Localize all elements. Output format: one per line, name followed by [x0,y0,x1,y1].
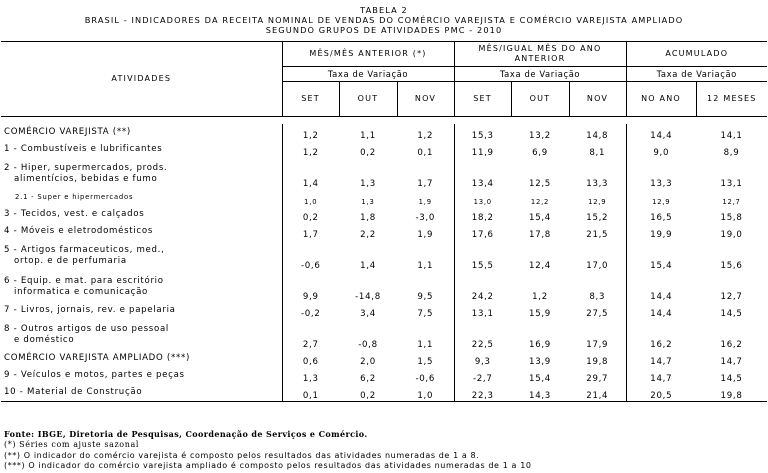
table-row [1,384,767,402]
activity-cell [1,319,282,350]
activity-label-cont: informatica e comunicação [14,286,149,297]
group-header-month-prev: MÊS/MÊS ANTERIOR (*) [282,42,454,67]
activity-label: 7 - Livros, jornais, rev. e papelaria [4,305,176,315]
column-header: 12 MESES [696,82,767,117]
table-row [1,141,767,158]
table-row [1,240,767,271]
value-cell: 22,5 [454,319,511,350]
table-number: TABELA 2 [360,5,408,15]
table-row [1,271,767,302]
value-cell: -0,6 [415,374,436,384]
value-cell: 14,7 [720,357,743,367]
value-cell: -0,8 [358,340,378,350]
value-cell: 1,5 [417,357,434,367]
value-cell: 27,5 [586,309,609,319]
value-cell: 20,5 [626,384,696,402]
value-cell: 22,3 [454,384,511,402]
value-cell: 15,4 [626,240,696,271]
value-cell: 24,2 [454,271,511,302]
value-cell: 14,4 [626,302,696,319]
table-row [1,158,767,189]
activity-cell [1,189,282,206]
value-cell: 12,7 [722,198,741,206]
value-cell: 15,5 [454,240,511,271]
value-cell: 14,3 [511,384,569,402]
activity-label: 4 - Móveis e eletrodomésticos [4,226,153,236]
value-cell: 14,7 [626,367,696,384]
activity-cell [1,240,282,271]
activity-label: 9 - Veículos e motos, partes e peças [4,370,185,380]
value-cell: 18,2 [454,206,511,223]
value-cell: 1,0 [282,189,339,206]
activity-cell [1,350,282,367]
value-cell: 12,2 [530,198,550,206]
value-cell: 8,1 [589,148,606,158]
group-header-month-year-prev [454,42,626,67]
value-cell: 1,3 [361,198,375,206]
value-cell: 13,3 [626,158,696,189]
activity-label: COMÉRCIO VAREJISTA (**) [4,127,131,137]
value-cell: 13,0 [454,189,511,206]
value-cell: 1,9 [417,230,434,240]
value-cell: 16,2 [720,340,743,350]
table-row [1,367,767,384]
activity-cell [1,223,282,240]
column-header: OUT [339,82,397,117]
value-cell: 8,3 [589,292,606,302]
value-cell: 16,9 [529,340,551,350]
activity-label: 6 - Equip. e mat. para escritório [4,275,164,286]
value-cell: 13,1 [720,179,743,189]
value-cell: 14,7 [626,350,696,367]
column-header: SET [454,82,511,117]
indicators-table [1,41,767,402]
value-cell: 13,9 [529,357,551,367]
value-cell: 17,9 [586,340,609,350]
value-cell: 2,7 [282,319,339,350]
value-cell: -2,7 [454,367,511,384]
rate-label: Taxa de Variação [454,67,626,82]
column-header: OUT [511,82,569,117]
activity-cell [1,367,282,384]
value-cell: 9,0 [626,141,696,158]
value-cell: 0,2 [339,384,397,402]
column-header: NOV [569,82,626,117]
value-cell: 15,4 [529,213,551,223]
activity-label-cont: ortop. e de perfumaria [14,255,127,266]
value-cell: 14,5 [720,374,743,384]
value-cell: 29,7 [586,374,609,384]
value-cell: 0,1 [417,148,434,158]
value-cell: 1,7 [282,223,339,240]
group-header-line1: MÊS/IGUAL MÊS DO ANO [478,44,602,53]
table-title: BRASIL - INDICADORES DA RECEITA NOMINAL DE VENDAS DO COMÉRCIO VAREJISTA E COMÉRCIO VAREJISTA AMPLIADO [84,15,684,25]
value-cell: 12,9 [588,198,607,206]
activity-label: 8 - Outros artigos de uso pessoal [4,323,169,334]
value-cell: 1,2 [417,131,434,141]
table-row [1,302,767,319]
activity-label: 2.1 - Super e hipermercados [15,193,134,201]
footnote-extended-retail: (***) O indicador do comércio varejista ampliado é composto pelos resultados das atividades numeradas de 1 a 10 [4,461,532,470]
value-cell: -0,2 [282,302,339,319]
value-cell: 0,2 [360,148,376,158]
value-cell: -3,0 [415,213,436,223]
value-cell: 19,8 [696,384,767,402]
activities-header: ATIVIDADES [1,42,282,117]
source-note: Fonte: IBGE, Diretoria de Pesquisas, Coordenação de Serviços e Comércio. [4,429,368,439]
value-cell: 14,1 [720,131,743,141]
value-cell: 17,6 [454,223,511,240]
value-cell: 1,2 [282,141,339,158]
table-row [1,350,767,367]
value-cell: 9,3 [454,350,511,367]
value-cell: 1,1 [417,261,434,271]
activity-label-cont: e doméstico [14,334,75,345]
value-cell: 1,2 [282,124,339,141]
value-cell: -0,6 [282,240,339,271]
value-cell: 12,5 [529,179,551,189]
table-row [1,189,767,206]
activity-cell [1,384,282,402]
value-cell: 14,8 [586,131,609,141]
value-cell: 1,8 [360,213,376,223]
value-cell: 9,9 [282,271,339,302]
value-cell: 12,9 [626,189,696,206]
value-cell: 15,8 [720,213,743,223]
value-cell: 7,5 [417,309,434,319]
value-cell: 15,2 [586,213,609,223]
value-cell: 1,3 [360,179,376,189]
value-cell: 14,5 [720,309,743,319]
table-row [1,206,767,223]
value-cell: 13,4 [454,158,511,189]
activity-label: COMÉRCIO VAREJISTA AMPLIADO (***) [4,353,190,363]
table-subtitle: SEGUNDO GRUPOS DE ATIVIDADES PMC - 2010 [265,25,503,35]
activity-cell [1,271,282,302]
activity-cell [1,302,282,319]
rate-label: Taxa de Variação [282,67,454,82]
value-cell: 12,4 [529,261,551,271]
activity-label: 1 - Combustíveis e lubrificantes [4,144,163,154]
value-cell: 13,3 [586,179,609,189]
value-cell: 1,4 [282,158,339,189]
value-cell: 1,2 [532,292,548,302]
value-cell: 15,4 [529,374,551,384]
value-cell: 16,2 [626,319,696,350]
value-cell: 21,4 [569,384,626,402]
value-cell: 13,1 [454,302,511,319]
table-row [1,223,767,240]
value-cell: 11,9 [454,141,511,158]
value-cell: 0,1 [282,384,339,402]
column-header: NO ANO [626,82,696,117]
value-cell: 8,9 [723,148,740,158]
activity-cell [1,141,282,158]
value-cell: 2,2 [360,230,376,240]
value-cell: 15,9 [529,309,551,319]
value-cell: 15,3 [454,124,511,141]
rate-label: Taxa de Variação [626,67,767,82]
value-cell: 6,9 [532,148,548,158]
value-cell: 1,3 [282,367,339,384]
value-cell: 1,4 [360,261,376,271]
activity-cell [1,206,282,223]
value-cell: 1,0 [397,384,454,402]
value-cell: 19,8 [586,357,609,367]
value-cell: 17,0 [586,261,609,271]
value-cell: 14,4 [626,271,696,302]
value-cell: 17,8 [529,230,551,240]
value-cell: 0,2 [282,206,339,223]
value-cell: 19,9 [626,223,696,240]
value-cell: 16,5 [626,206,696,223]
value-cell: 1,1 [417,340,434,350]
value-cell: 15,6 [720,261,743,271]
group-header-accumulated: ACUMULADO [626,42,767,67]
activity-label-cont: alimentícios, bebidas e fumo [14,173,158,184]
value-cell: 13,2 [529,131,551,141]
value-cell: 2,0 [360,357,376,367]
footnote-retail: (**) O indicador do comércio varejista é composto pelos resultados das atividades numeradas de 1 a 8. [4,451,480,460]
table-row [1,124,767,141]
activity-label: 3 - Tecidos, vest. e calçados [4,209,145,219]
group-header-line2: ANTERIOR [514,54,566,63]
value-cell: 21,5 [586,230,609,240]
activity-label: 2 - Hiper, supermercados, prods. [4,162,168,173]
column-header: SET [282,82,339,117]
value-cell: 19,0 [720,230,743,240]
activity-cell [1,124,282,141]
value-cell: 9,5 [417,292,434,302]
value-cell: 0,6 [282,350,339,367]
activity-label: 10 - Material de Construção [4,387,143,397]
value-cell: 12,7 [720,292,743,302]
activity-label: 5 - Artigos farmaceuticos, med., [4,244,165,255]
value-cell: 3,4 [360,309,376,319]
value-cell: 1,9 [418,198,432,206]
value-cell: 1,1 [360,131,376,141]
table-row [1,319,767,350]
value-cell: 1,7 [417,179,434,189]
value-cell: -14,8 [355,292,381,302]
value-cell: 6,2 [360,374,376,384]
footnote-seasonal: (*) Séries com ajuste sazonal [4,440,139,449]
activity-cell [1,158,282,189]
value-cell: 14,4 [626,124,696,141]
column-header: NOV [397,82,454,117]
